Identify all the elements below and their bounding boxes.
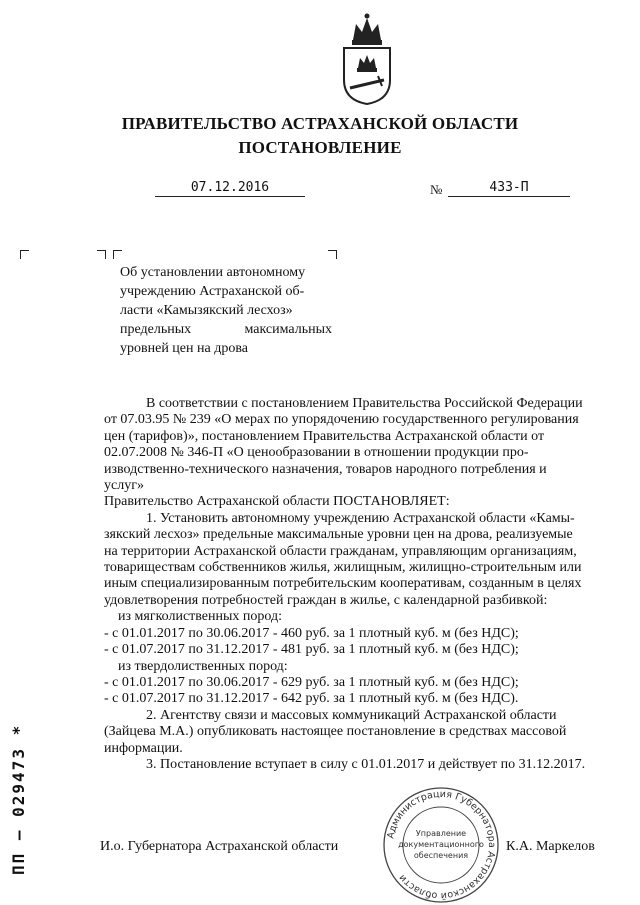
- price-line: - с 01.07.2017 по 31.12.2017 - 481 руб. за 1 плотный куб. м (без НДС);: [104, 642, 519, 658]
- body-line: цен (тарифов)», постановлением Правительства Астраханской области от: [104, 428, 545, 444]
- body-line: В соответствии с постановлением Правительства Российской Федерации: [146, 396, 583, 411]
- subject-line: Об установлении автономному: [120, 265, 306, 280]
- government-title: ПРАВИТЕЛЬСТВО АСТРАХАНСКОЙ ОБЛАСТИ: [121, 114, 519, 133]
- body-line: из мягколиственных пород:: [118, 609, 283, 625]
- body-line: на территории Астраханской области гражданам, управляющим организациям,: [104, 543, 577, 559]
- subject-line: уровней цен на дрова: [120, 341, 248, 356]
- body-line: от 07.03.95 № 239 «О мерах по упорядочению государственного регулирования: [104, 412, 579, 428]
- body-line: зякский лесхоз» предельные максимальные уровни цен на дрова, реализуемые: [104, 527, 573, 543]
- side-registration-code: ПП – 029473 *: [9, 723, 28, 875]
- svg-text:документационного: документационного: [398, 840, 484, 849]
- svg-text:обеспечения: обеспечения: [413, 851, 469, 860]
- subject-line: ласти «Камызякский лесхоз»: [120, 303, 293, 318]
- signatory-name: К.А. Маркелов: [506, 839, 595, 854]
- body-line: 3. Постановление вступает в силу с 01.01.2017 и действует по 31.12.2017.: [146, 756, 586, 772]
- resolution-line: Правительство Астраханской области ПОСТАНОВЛЯЕТ:: [104, 494, 450, 510]
- subject-line: учреждению Астраханской об-: [120, 284, 305, 299]
- body-line: (Зайцева М.А.) опубликовать настоящее постановление в средствах массовой: [104, 724, 567, 740]
- corner-mark: [20, 250, 29, 259]
- official-round-stamp: [378, 786, 504, 904]
- svg-text:Управление: Управление: [415, 829, 467, 838]
- corner-mark: [113, 250, 122, 259]
- number-label: №: [430, 182, 443, 197]
- body-line: 2. Агентству связи и массовых коммуникаций Астраханской области: [146, 707, 557, 723]
- stamp-ring-text: Администрация Губернатора Астраханской области: [385, 788, 498, 902]
- corner-mark: [328, 250, 337, 259]
- price-line: - с 01.01.2017 по 30.06.2017 - 460 руб. за 1 плотный куб. м (без НДС);: [104, 625, 519, 641]
- body-line: информации.: [104, 740, 183, 756]
- document-date: 07.12.2016: [155, 180, 305, 197]
- price-line: - с 01.07.2017 по 31.12.2017 - 642 руб. за 1 плотный куб. м (без НДС).: [104, 691, 519, 707]
- body-line: 1. Установить автономному учреждению Астраханской области «Камы-: [146, 510, 575, 526]
- coat-of-arms-emblem: [336, 10, 398, 106]
- body-line: иным специализированным потребительским кооперативам, созданным в целях: [104, 576, 582, 592]
- body-line: изводственно-технического назначения, товаров народного потребления и: [104, 461, 547, 477]
- body-line: 02.07.2008 № 346-П «О ценообразовании в отношении продукции про-: [104, 445, 529, 461]
- body-line: удовлетворения потребностей граждан в жилье, с календарной разбивкой:: [104, 592, 548, 608]
- body-line: товариществам собственников жилья, жилищным, жилищно-строительным или: [104, 560, 582, 576]
- price-line: - с 01.01.2017 по 30.06.2017 - 629 руб. за 1 плотный куб. м (без НДС);: [104, 674, 519, 690]
- signatory-position: И.о. Губернатора Астраханской области: [100, 839, 339, 854]
- subject-line-justified: предельных максимальных: [120, 322, 332, 337]
- corner-mark: [97, 250, 106, 259]
- body-line: услуг»: [104, 478, 144, 494]
- body-line: из твердолиственных пород:: [118, 658, 288, 674]
- document-body: [104, 396, 610, 773]
- document-subject: [120, 263, 332, 358]
- document-number: 433-П: [448, 180, 570, 197]
- document-type-title: ПОСТАНОВЛЕНИЕ: [238, 138, 402, 157]
